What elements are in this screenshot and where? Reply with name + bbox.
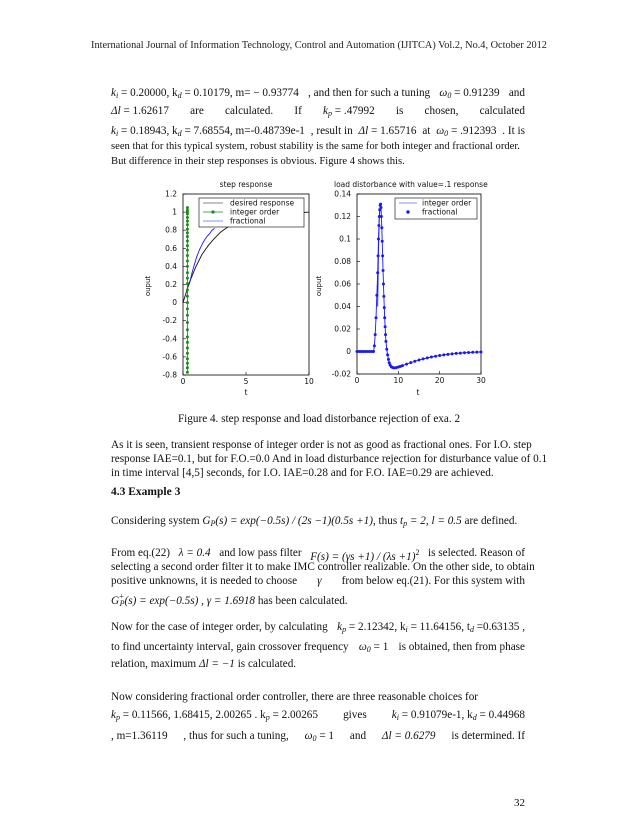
right-plot-frame [357,194,481,374]
data-point [386,353,389,356]
legend-r-integer-label: integer order [422,198,472,208]
x-tick-label: 10 [393,376,404,385]
data-point [186,352,189,355]
data-point [422,357,425,360]
para4-line-1: Now for the case of integer order, by calculating $k_p = 2.12342$, $k_i = 11.64156$, $t_d =0.63135$ , [111,621,525,634]
data-point [438,354,441,357]
data-point [375,316,378,319]
para1-line-3: in time interval [4,5] seconds, for I.O. IAE=0.28 and for F.O. IAE=0.29 are achieved. [111,467,494,479]
data-point [418,359,421,362]
data-point [186,216,189,219]
data-point [385,348,388,351]
data-point [451,352,454,355]
left-plot-legend [199,198,304,227]
para3-line-2: selecting a second order filter it to make IMC controller realizable. On the other side, to obtain [111,561,535,573]
data-point [186,231,189,234]
x-tick-label: 0 [180,377,186,386]
para3-line-4: $G^+_P(s) = \exp(-0.5s)$ , γ = 1.6918 has been calculated. [111,592,348,608]
legend-integer-marker [211,210,214,213]
y-tick-label: 0.02 [334,324,351,334]
right-plot-xlabel: t [416,388,420,397]
data-point [382,283,385,286]
y-tick-label: -0.4 [162,334,177,344]
data-point [383,316,386,319]
data-point [186,259,189,262]
data-point [384,325,387,328]
y-tick-label: 0.1 [339,234,351,244]
data-point [467,351,470,354]
y-tick-label: 1.2 [165,189,177,199]
data-point [186,244,189,247]
y-tick-label: 0.2 [165,280,177,289]
y-tick-label: 0.8 [165,225,177,235]
right-plot-series [356,203,483,370]
y-tick-label: 1 [172,207,177,217]
para4-line-2: to find uncertainty interval, gain crossover frequency $\omega_0 = 1$ is obtained, then from phase [111,641,525,654]
y-tick-label: -0.8 [162,370,177,380]
data-point [377,254,380,257]
data-point [379,203,382,206]
data-point [377,224,380,227]
data-point [374,333,377,336]
data-point [446,353,449,356]
para5-line-3: , m=1.36119 , thus for such a tuning, $\omega_0 = 1$ and Δl = 0.6279 is determined. If [111,730,525,743]
data-point [186,265,189,268]
figure-caption: Figure 4. step response and load distorbance rejection of exa. 2 [177,413,461,425]
journal-header: International Journal of Information Technology, Control and Automation (IJITCA) Vol.2, No.4, October 2012 [91,40,547,51]
left-plot-ylabel: ouput [144,275,152,297]
data-point [186,341,189,344]
right-plot-ylabel: ouput [315,275,323,297]
data-point [186,366,189,369]
data-point [186,321,189,324]
data-point [475,351,478,354]
data-point [401,364,404,367]
x-tick-label: 30 [476,376,486,385]
para2-line: Considering system $G_P(s) = \exp(-0.5s) / (2s -1)(0.5s +1)$, thus $t_p = 2$, l = 0.5 are defined. [111,515,518,528]
data-point [186,254,189,257]
y-tick-label: 0.06 [334,279,351,289]
data-point [413,360,416,363]
data-point [186,240,189,243]
para3-line-3: positive unknowns, it is needed to choose γ from below eq.(21). For this system with [111,575,525,587]
data-point [430,356,433,359]
data-point [387,358,390,361]
figure-4 [0,174,638,404]
left-plot-title: step response [219,180,273,189]
x-tick-label: 0 [354,376,360,385]
data-point [384,340,387,343]
data-point [383,306,386,309]
para3-line-1: From eq.(22) λ = 0.4 and low pass filter $F(s) = (\gamma s +1) / (\lambda s +1)^2$ is selected. Reason of [111,547,525,563]
section-heading: 4.3 Example 3 [111,486,181,498]
data-point [372,350,375,353]
y-tick-label: -0.2 [162,316,177,326]
y-tick-label: 0 [346,347,351,356]
para4-line-3: relation, maximum Δl = −1 is calculated. [111,658,297,670]
para5-line-2: $k_p = 0.11566$, 1.68415, 2.00265 . $k_p = 2.00265$ gives $k_i = 0.91079e-1$, $k_d = 0.44968$ [111,709,525,722]
y-tick-label: 0.6 [165,243,177,253]
text-line-2: Δl = 1.62617 are calculated. If $k_p = .47992$ is chosen, calculated [111,105,525,118]
y-tick-label: -0.02 [331,369,351,379]
data-point [382,295,385,298]
text-line-5: But difference in their step responses is obvious. Figure 4 shows this. [111,156,405,167]
data-point [186,223,189,226]
legend-integer-label: integer order [230,207,280,217]
para1-line-2: response IAE=0.1, but for F.O.=0.0 And in load disturbance rejection for disturbance value of 0.1 [111,453,548,465]
data-point [480,350,483,353]
data-point [459,352,462,355]
legend-fractional-label: fractional [230,216,266,226]
data-point [381,240,384,243]
data-point [186,301,189,304]
right-plot-legend [395,198,477,219]
data-point [379,206,382,209]
y-tick-label: 0.4 [165,261,177,271]
data-point [409,361,412,364]
data-point [186,277,189,280]
data-point [186,288,189,291]
y-tick-label: 0.14 [334,189,351,199]
data-point [186,209,189,212]
data-point [381,254,384,257]
legend-desired-label: desired response [230,198,295,208]
data-point [186,295,189,298]
series-line-fractional [357,204,481,368]
left-plot-series [183,206,309,374]
right-plot-title: load distorbance with value=.1 response [334,180,488,189]
page-number: 32 [514,797,525,809]
y-tick-label: 0.08 [334,257,351,266]
text-line-3: $k_i = 0.18943$, $k_d = 7.68554$, m=-0.48739e-1 , result in Δl = 1.65716 at $\omega_0 = .912393$ . It is [111,125,525,138]
legend-r-fractional-label: fractional [422,207,458,217]
para5-line-1: Now considering fractional order controller, there are three reasonable choices for [111,691,479,703]
data-point [405,363,408,366]
data-point [434,355,437,358]
para1-line-1: As it is seen, transient response of integer order is not as good as fractional ones. For I.O. step [111,439,532,451]
text-line-1: $k_i = 0.20000$, $k_d = 0.10179$, m= − 0.93774 , and then for such a tuning $\omega_0 = 0.91239$ and [111,87,525,100]
data-point [186,282,189,285]
data-point [455,352,458,355]
y-tick-label: 0.04 [334,302,351,311]
data-point [380,215,383,218]
data-point [380,226,383,229]
data-point [186,307,189,310]
data-point [373,344,376,347]
data-point [442,353,445,356]
y-tick-label: 0 [172,298,177,308]
y-tick-label: -0.6 [162,352,177,362]
legend-r-fractional-marker [406,210,409,213]
data-point [186,346,189,349]
left-plot-xlabel: t [244,388,248,397]
data-point [186,328,189,331]
data-point [382,269,385,272]
data-point [186,357,189,360]
data-point [463,351,466,354]
data-point [376,271,379,274]
data-point [186,249,189,252]
data-point [186,235,189,238]
text-line-4: seen that for this typical system, robust stability is the same for both integer and fractional order. [111,141,520,152]
data-point [186,206,189,209]
y-tick-label: 0.12 [334,212,351,221]
data-point [426,356,429,359]
data-point [375,294,378,297]
data-point [186,371,189,374]
data-point [384,333,387,336]
series-line-fractional [189,228,214,284]
data-point [186,271,189,274]
data-point [471,351,474,354]
data-point [186,335,189,338]
x-tick-label: 5 [243,377,249,386]
data-point [186,314,189,317]
x-tick-label: 20 [434,376,445,385]
data-point [186,228,189,231]
data-point [186,362,189,365]
x-tick-label: 10 [304,377,314,386]
data-point [377,238,380,241]
data-point [186,220,189,223]
